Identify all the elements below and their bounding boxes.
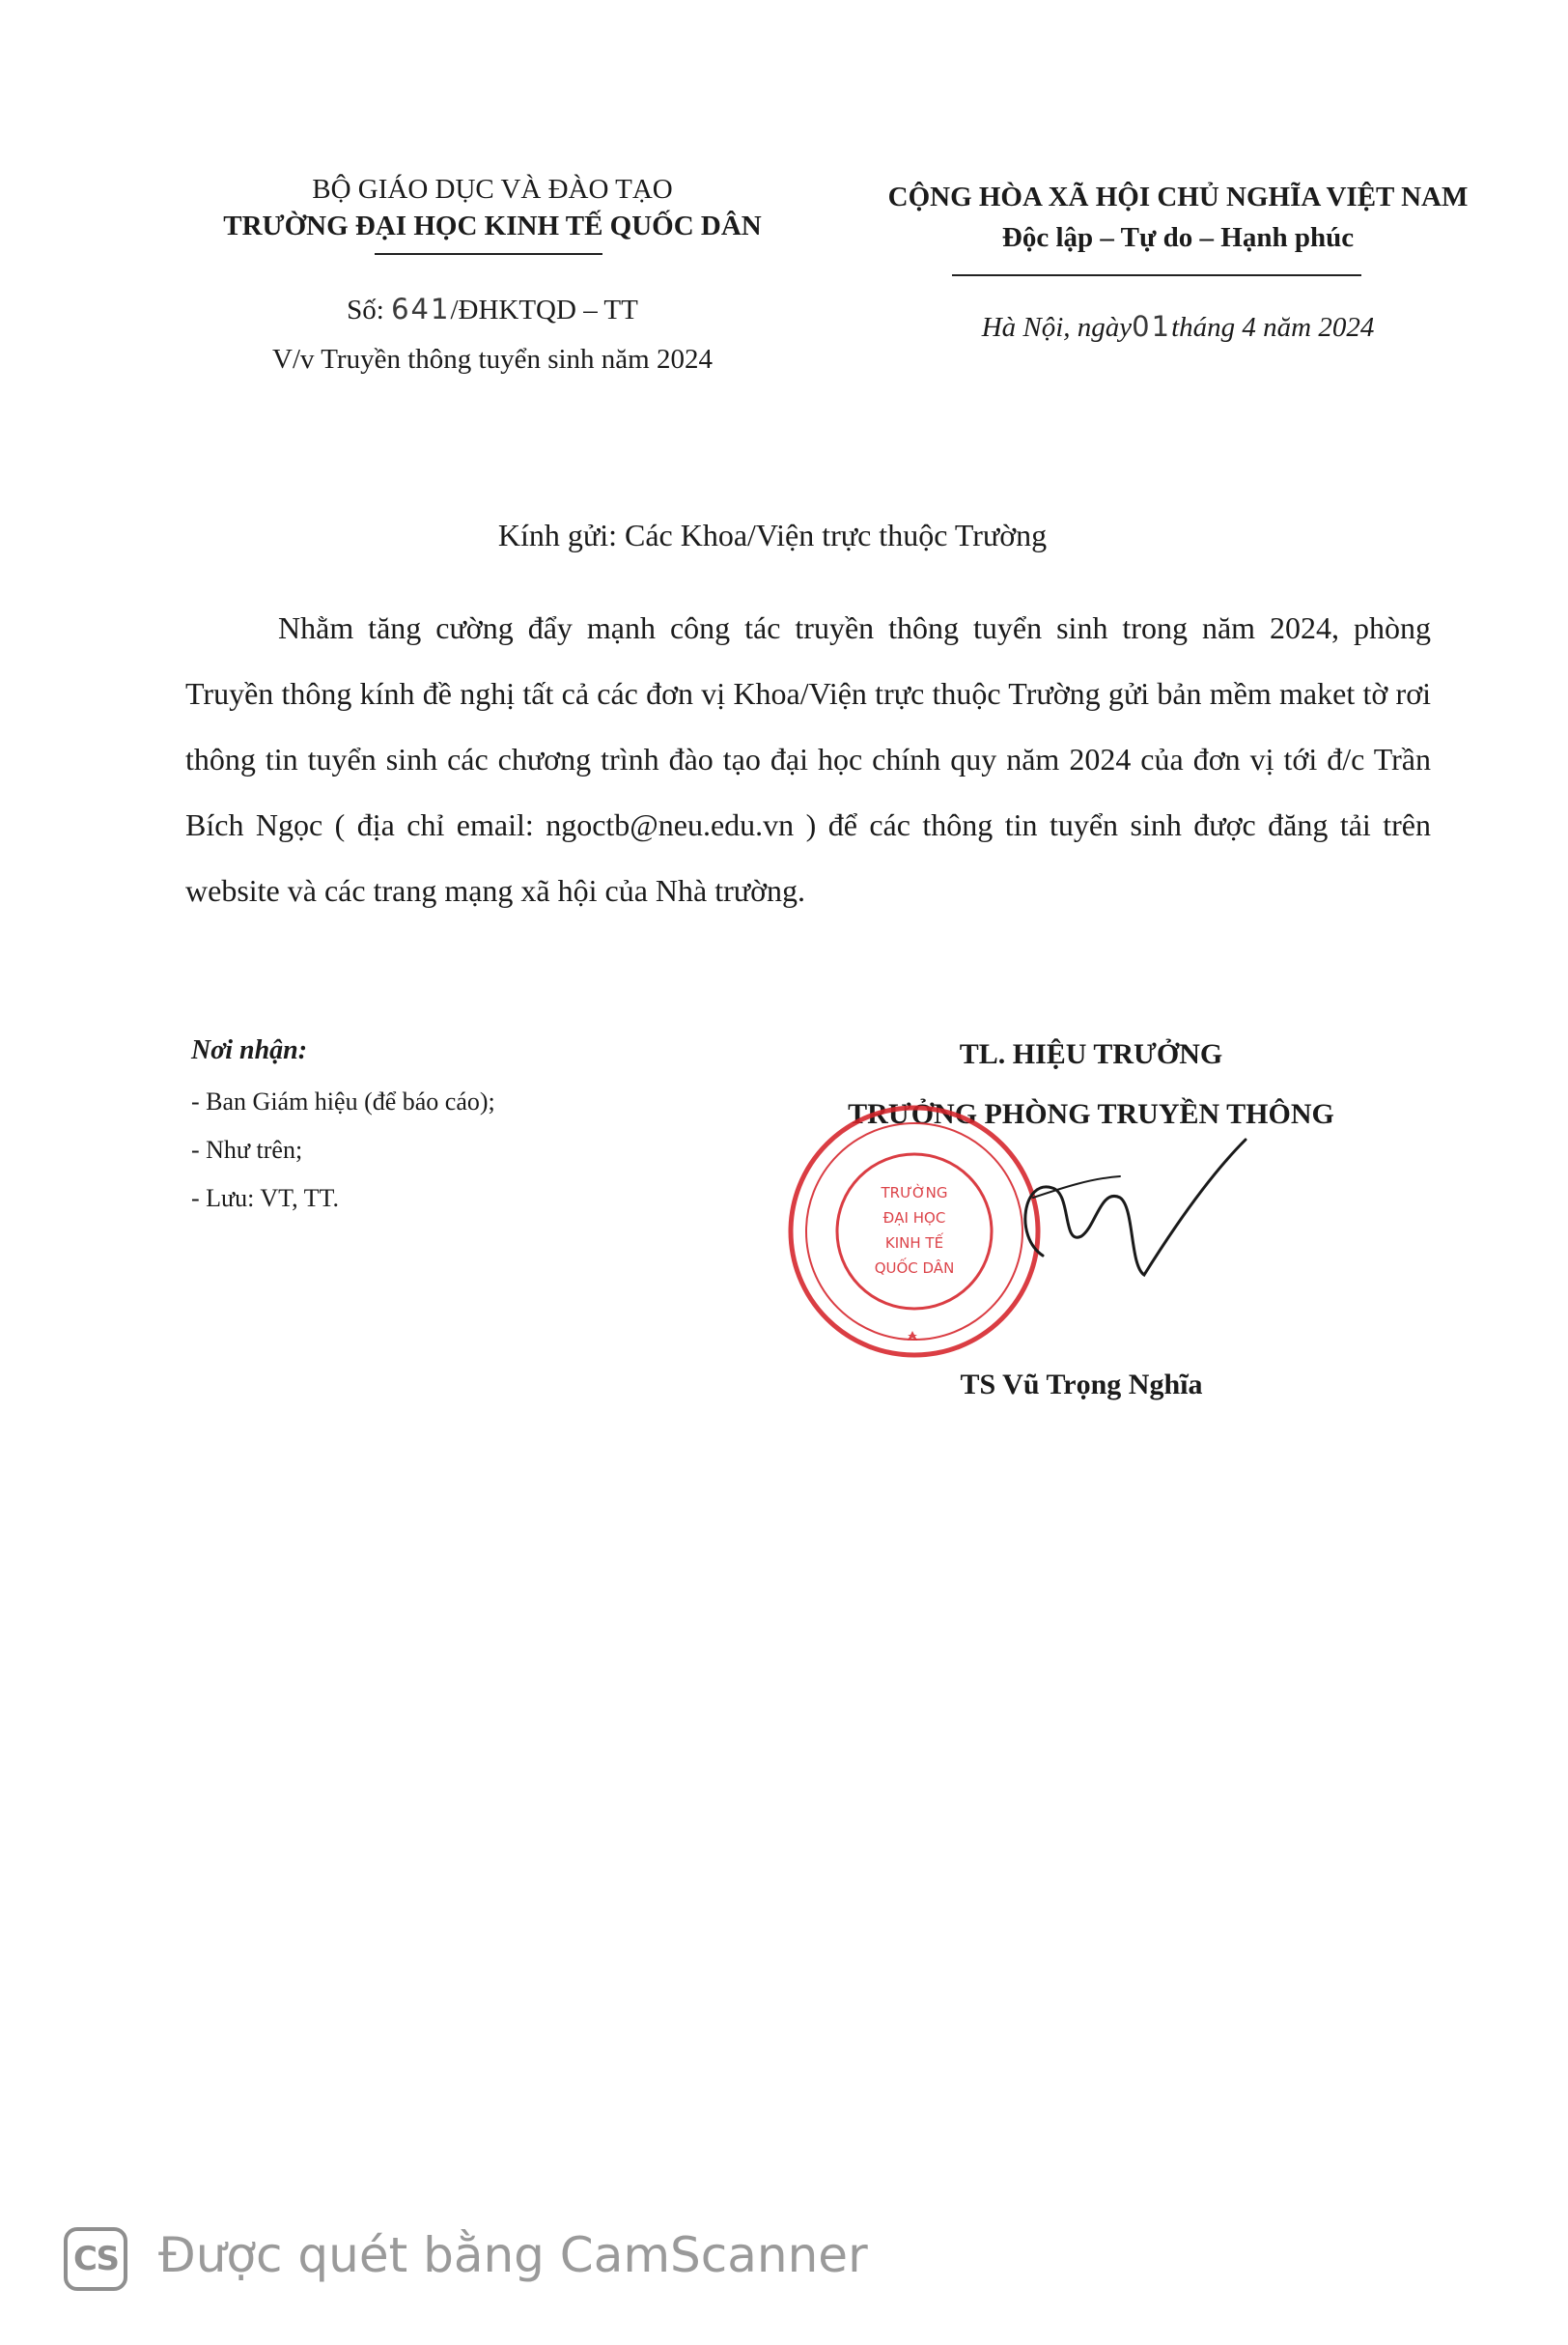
camscanner-watermark-text: Được quét bằng CamScanner <box>158 2227 868 2283</box>
date-prefix: Hà Nội, ngày <box>981 312 1133 343</box>
seal-line: QUỐC DÂN <box>874 1259 955 1277</box>
document-number <box>145 290 840 329</box>
number-suffix: /ĐHKTQD – TT <box>450 295 638 325</box>
document-subject: V/v Truyền thông tuyển sinh năm 2024 <box>272 344 713 375</box>
country-name: CỘNG HÒA XÃ HỘI CHỦ NGHĨA VIỆT NAM <box>887 182 1469 212</box>
seal-line: ĐẠI HỌC <box>882 1209 946 1227</box>
recipient-item: - Ban Giám hiệu (để báo cáo); <box>191 1088 495 1116</box>
signer-name: TS Vũ Trọng Nghĩa <box>960 1369 1203 1400</box>
recipient-item: - Như trên; <box>191 1136 303 1164</box>
number-prefix: Số: <box>347 295 384 325</box>
signature-title-1: TL. HIỆU TRƯỞNG <box>959 1038 1223 1070</box>
body-text: Nhằm tăng cường đẩy mạnh công tác truyền thông tuyển sinh trong năm 2024, phòng Truyền thông kính đề nghị tất cả các đơn vị Khoa/Viện trực thuộc Trường gửi bản mềm maket tờ rơi thông tin tuyển sinh các chương trình đào tạo đại học chính quy năm 2024 của đơn vị tới đ/c Trần Bích Ngọc ( địa chỉ email: ngoctb@neu.edu.vn ) để các thông tin tuyển sinh được đăng tải trên website và các trang mạng xã hội của Nhà trường. <box>185 610 1431 908</box>
recipients-block <box>191 1024 693 1223</box>
camscanner-logo-icon: CS <box>64 2227 127 2291</box>
addressee: Kính gửi: Các Khoa/Viện trực thuộc Trường <box>497 518 1048 552</box>
document-date <box>811 307 1545 347</box>
recipients-title: Nơi nhận: <box>191 1035 308 1065</box>
recipient-item: - Lưu: VT, TT. <box>191 1184 339 1212</box>
header-left-underline <box>375 253 602 255</box>
seal-line: TRƯỜNG <box>881 1184 948 1201</box>
handwritten-number: 641 <box>391 293 451 325</box>
body-paragraph <box>185 595 1431 923</box>
signature-title-2: TRƯỞNG PHÒNG TRUYỀN THÔNG <box>848 1098 1334 1130</box>
handwritten-day: 01 <box>1132 310 1172 343</box>
header-right-underline <box>952 274 1361 276</box>
handwritten-signature <box>975 1120 1265 1304</box>
ministry-name: BỘ GIÁO DỤC VÀ ĐÀO TẠO <box>312 174 673 205</box>
university-name: TRƯỜNG ĐẠI HỌC KINH TẾ QUỐC DÂN <box>223 211 762 241</box>
seal-line: KINH TẾ <box>884 1234 944 1252</box>
date-suffix: tháng 4 năm 2024 <box>1171 312 1375 343</box>
national-motto: Độc lập – Tự do – Hạnh phúc <box>1001 222 1355 253</box>
